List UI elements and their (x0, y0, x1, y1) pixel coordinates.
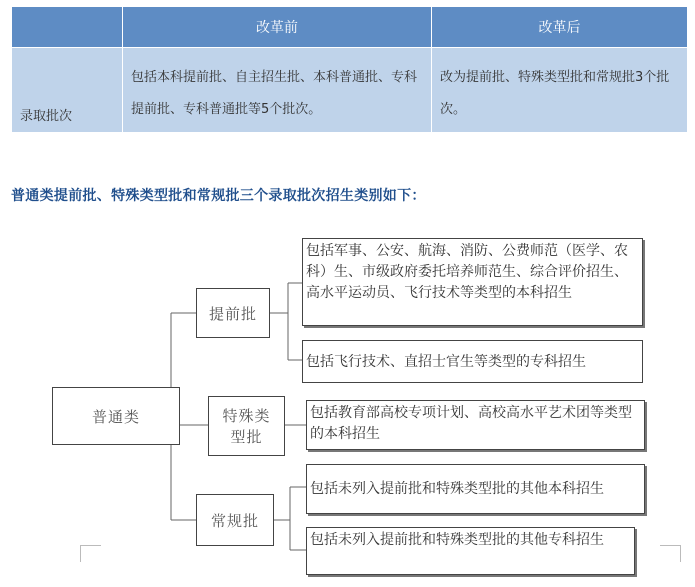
header-after: 改革后 (432, 7, 688, 48)
branch-node-teshu: 特殊类型批 (208, 396, 285, 456)
row-label: 录取批次 (12, 48, 123, 133)
comparison-table (11, 7, 688, 133)
header-empty (12, 7, 123, 48)
section-heading: 普通类提前批、特殊类型批和常规批三个录取批次招生类别如下： (11, 188, 426, 204)
leaf-tiqian-zhuanke: 包括飞行技术、直招士官生等类型的专科招生 (302, 340, 643, 383)
header-before: 改革前 (123, 7, 432, 48)
root-node: 普通类 (52, 387, 180, 445)
branch-node-changgui: 常规批 (196, 494, 274, 546)
leaf-tiqian-benke: 包括军事、公安、航海、消防、公费师范（医学、农科）生、市级政府委托培养师范生、综合评价招生、高水平运动员、飞行技术等类型的本科招生 (302, 238, 643, 326)
cell-after: 改为提前批、特殊类型批和常规批3个批次。 (432, 48, 688, 133)
corner-mark (660, 545, 681, 562)
corner-mark (80, 545, 101, 562)
leaf-changgui-zhuanke: 包括未列入提前批和特殊类型批的其他专科招生 (306, 527, 635, 575)
cell-before: 包括本科提前批、自主招生批、本科普通批、专科提前批、专科普通批等5个批次。 (123, 48, 432, 133)
leaf-teshu-benke: 包括教育部高校专项计划、高校高水平艺术团等类型的本科招生 (306, 400, 645, 450)
table-row (12, 48, 688, 133)
table-header-row (12, 7, 688, 48)
branch-node-tiqian: 提前批 (196, 288, 270, 338)
leaf-changgui-benke: 包括未列入提前批和特殊类型批的其他本科招生 (306, 464, 645, 514)
